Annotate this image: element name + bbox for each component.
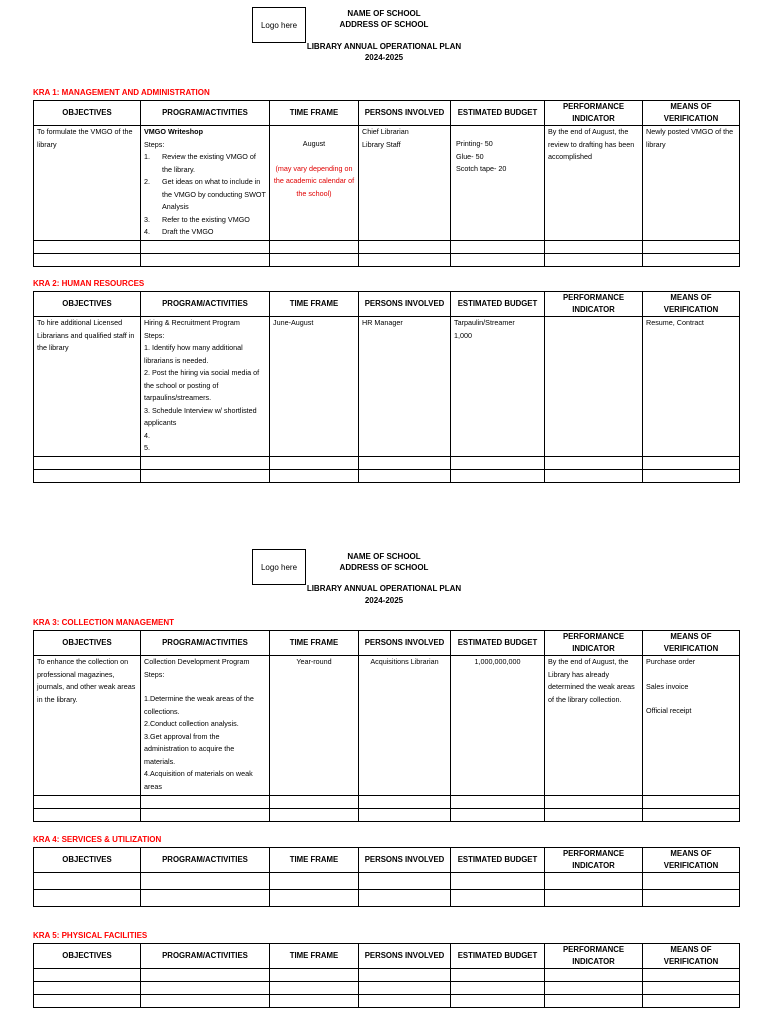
kra2-title: KRA 2: HUMAN RESOURCES (33, 279, 145, 288)
list-item: 1. Review the existing VMGO of the library. (144, 152, 256, 174)
table-header-row: OBJECTIVES PROGRAM/ACTIVITIES TIME FRAME PERSONS INVOLVED ESTIMATED BUDGET PERFORMANCE INDICATOR MEANS OF VERIFICATION (34, 944, 740, 969)
col-indicator: PERFORMANCE INDICATOR (545, 101, 643, 126)
budget-cell: 1,000,000,000 (451, 656, 545, 796)
table-row (34, 457, 740, 470)
program-title: Collection Development Program (144, 657, 250, 666)
list-item: 1. Identify how many additional librarians is needed. (144, 343, 243, 365)
steps-label: Steps: (144, 139, 165, 149)
list-item: 3. Refer to the existing VMGO (144, 214, 250, 224)
school-address: ADDRESS OF SCHOOL (339, 20, 429, 29)
indicator-cell (545, 317, 643, 457)
time-frame-cell: June-August (270, 317, 359, 457)
table-row (34, 796, 740, 809)
indicator-cell: By the end of August, the Library has already determined the weak areas of the library collection. (545, 656, 643, 796)
program-cell (141, 126, 270, 241)
col-budget: ESTIMATED BUDGET (451, 101, 545, 126)
budget-cell: Printing- 50 Glue- 50 Scotch tape- 20 (451, 126, 545, 241)
kra1-title: KRA 1: MANAGEMENT AND ADMINISTRATION (33, 88, 210, 97)
table-row (34, 470, 740, 483)
table-row (34, 995, 740, 1008)
table-row (34, 873, 740, 890)
table-header-row: OBJECTIVES PROGRAM/ACTIVITIES TIME FRAME PERSONS INVOLVED ESTIMATED BUDGET PERFORMANCE INDICATOR MEANS OF VERIFICATION (34, 631, 740, 656)
col-program: PROGRAM/ACTIVITIES (141, 101, 270, 126)
table-row (34, 126, 740, 241)
table-row (34, 809, 740, 822)
program-title: VMGO Writeshop (144, 127, 203, 136)
steps-label: Steps: (144, 330, 165, 340)
table-header-row (34, 101, 740, 126)
kra2-table (33, 291, 740, 483)
objective-cell: To formulate the VMGO of the library (34, 126, 141, 241)
col-verification: MEANS OF VERIFICATION (643, 101, 740, 126)
time-frame-cell: Year-round (270, 656, 359, 796)
kra1-table (33, 100, 740, 267)
table-row (34, 317, 740, 457)
logo-placeholder: Logo here (252, 549, 306, 585)
steps-list (144, 151, 266, 239)
school-name: NAME OF SCHOOL (347, 9, 421, 18)
table-row (34, 890, 740, 907)
plan-title: LIBRARY ANNUAL OPERATIONAL PLAN (306, 584, 462, 593)
program-title: Hiring & Recruitment Program (144, 318, 240, 327)
persons-cell: Chief Librarian Library Staff (359, 126, 451, 241)
col-objectives: OBJECTIVES (34, 101, 141, 126)
col-time-frame: TIME FRAME (270, 101, 359, 126)
list-item: 1.Determine the weak areas of the collections. (144, 694, 254, 716)
list-item: 4. (144, 430, 150, 440)
table-row (34, 969, 740, 982)
indicator-cell: By the end of August, the review to drafting has been accomplished (545, 126, 643, 241)
school-name: NAME OF SCHOOL (347, 552, 421, 561)
list-item: 2. Post the hiring via social media of the school or posting of tarpaulins/streamers. (144, 368, 260, 402)
logo-placeholder: Logo here (252, 7, 306, 43)
table-row (34, 656, 740, 796)
verification-cell: Newly posted VMGO of the library (643, 126, 740, 241)
time-frame-cell: August (may vary depending on the academic calendar of the school) (270, 126, 359, 241)
kra5-title: KRA 5: PHYSICAL FACILITIES (33, 931, 148, 940)
list-item: 3. Schedule Interview w/ shortlisted applicants (144, 405, 257, 427)
list-item: 4. Draft the VMGO (144, 227, 214, 236)
plan-year: 2024-2025 (364, 53, 404, 62)
table-header-row: OBJECTIVES PROGRAM/ACTIVITIES TIME FRAME PERSONS INVOLVED ESTIMATED BUDGET PERFORMANCE INDICATOR MEANS OF VERIFICATION (34, 292, 740, 317)
kra3-title: KRA 3: COLLECTION MANAGEMENT (33, 618, 175, 627)
kra5-table (33, 943, 740, 1008)
plan-title: LIBRARY ANNUAL OPERATIONAL PLAN (306, 42, 462, 51)
persons-cell: HR Manager (359, 317, 451, 457)
table-row (34, 241, 740, 254)
kra3-table (33, 630, 740, 822)
list-item: 2. Get ideas on what to include in the VMGO by conducting SWOT Analysis (144, 177, 266, 211)
list-item: 5. (144, 443, 150, 452)
objective-cell: To hire additional Licensed Librarians and qualified staff in the library (34, 317, 141, 457)
col-persons: PERSONS INVOLVED (359, 101, 451, 126)
verification-cell: Purchase order Sales invoice Official receipt (643, 656, 740, 796)
persons-cell: Acquisitions Librarian (359, 656, 451, 796)
school-address: ADDRESS OF SCHOOL (339, 563, 429, 572)
table-row (34, 982, 740, 995)
kra4-table (33, 847, 740, 907)
list-item: 3.Get approval from the administration to acquire the materials. (144, 731, 235, 766)
program-cell (141, 656, 270, 796)
verification-cell: Resume, Contract (643, 317, 740, 457)
list-item: 4.Acquisition of materials on weak areas (144, 769, 253, 791)
program-cell (141, 317, 270, 457)
table-header-row: OBJECTIVES PROGRAM/ACTIVITIES TIME FRAME PERSONS INVOLVED ESTIMATED BUDGET PERFORMANCE INDICATOR MEANS OF VERIFICATION (34, 848, 740, 873)
kra4-title: KRA 4: SERVICES & UTILIZATION (33, 835, 162, 844)
table-row (34, 254, 740, 267)
objective-cell: To enhance the collection on professional magazines, journals, and other weak areas in the library. (34, 656, 141, 796)
budget-cell: Tarpaulin/Streamer 1,000 (451, 317, 545, 457)
list-item: 2.Conduct collection analysis. (144, 719, 239, 728)
time-note: (may vary depending on the academic calendar of the school) (273, 163, 355, 198)
plan-year: 2024-2025 (364, 596, 404, 605)
steps-label: Steps: (144, 669, 165, 679)
